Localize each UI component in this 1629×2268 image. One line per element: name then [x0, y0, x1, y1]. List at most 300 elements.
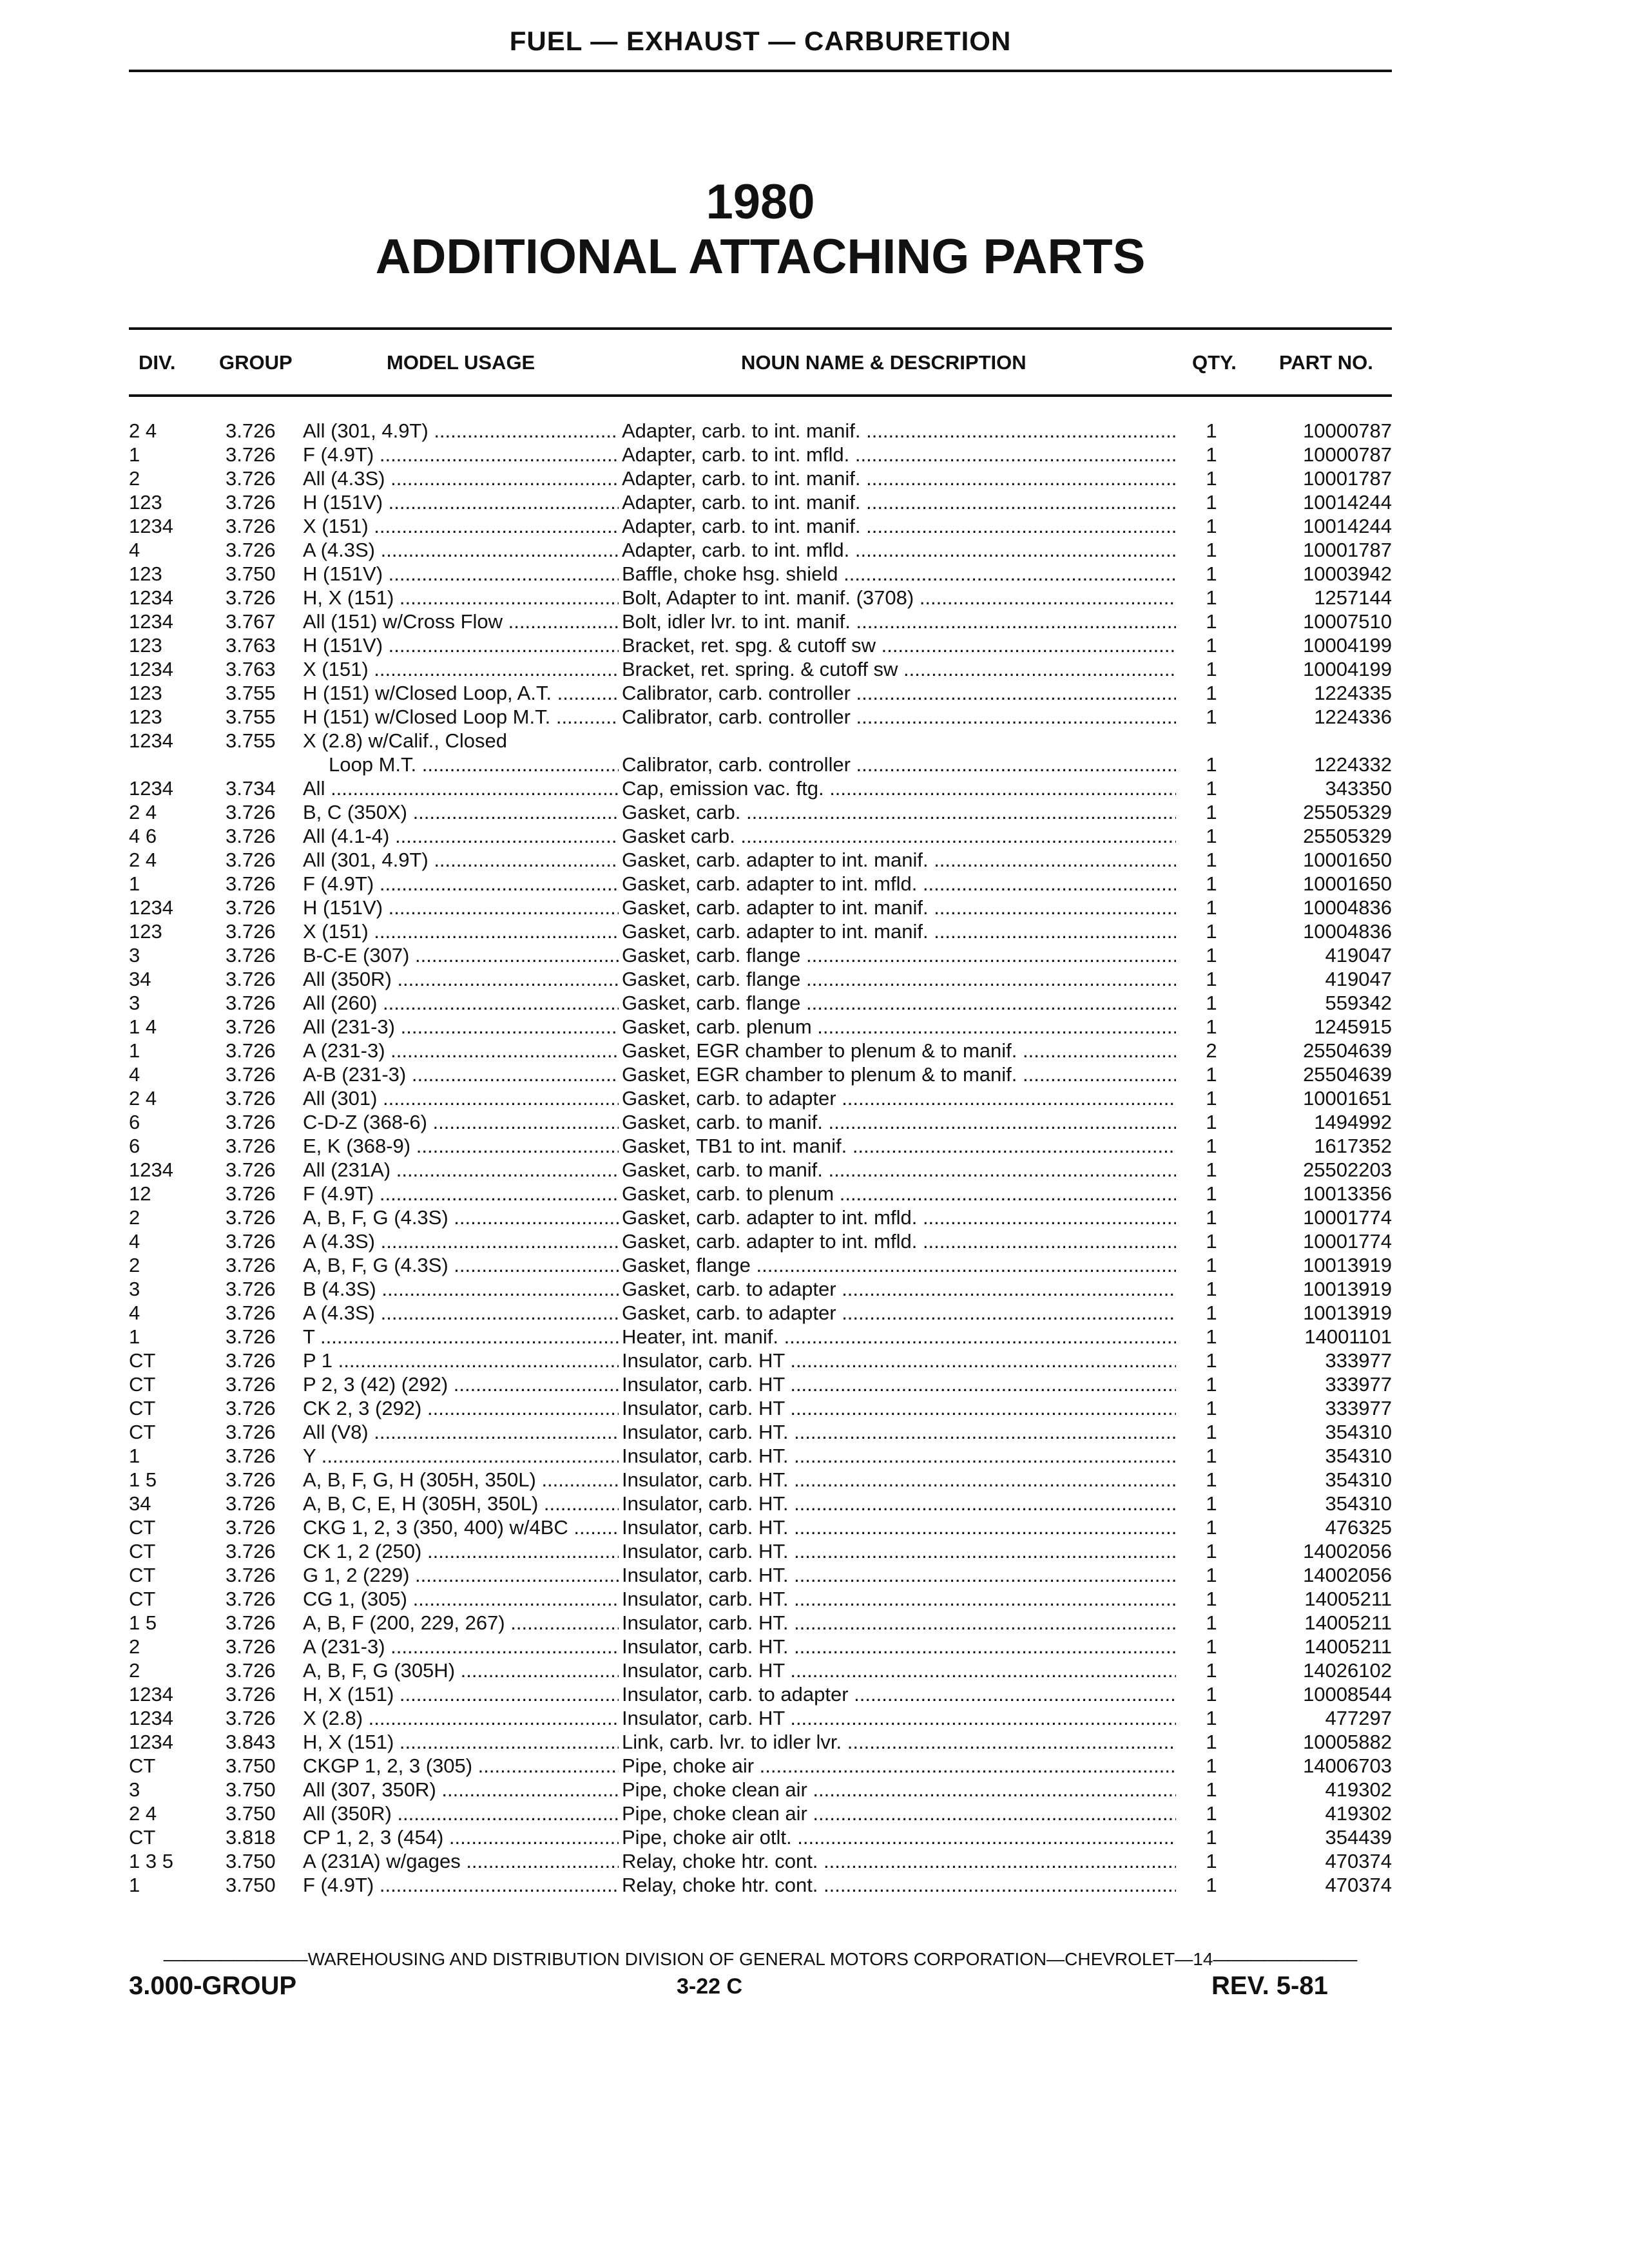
group-cell: 3.726 [226, 1707, 276, 1729]
group-cell: 3.726 [226, 1659, 276, 1682]
qty-cell: 1 [1206, 1206, 1217, 1229]
model-usage-cell: All (301, 4.9T) ..... [303, 848, 619, 872]
model-usage-cell: P 1 ..... [303, 1349, 619, 1372]
group-cell: 3.818 [226, 1826, 276, 1849]
group-cell: 3.726 [226, 1015, 276, 1038]
table-row [0, 824, 1629, 848]
table-row [0, 514, 1629, 538]
qty-cell: 1 [1206, 1731, 1217, 1753]
qty-cell: 1 [1206, 1111, 1217, 1133]
qty-cell: 1 [1206, 1158, 1217, 1181]
table-row [0, 1682, 1629, 1706]
noun-description-cell: Adapter, carb. to int. mfld. ..... [622, 443, 1176, 466]
qty-cell: 1 [1206, 1063, 1217, 1086]
div-cell: CT [129, 1564, 156, 1586]
part-number-cell: 25505329 [1303, 825, 1392, 847]
group-cell: 3.726 [226, 419, 276, 442]
table-row [0, 1706, 1629, 1730]
model-usage-cell: All ..... [303, 776, 619, 800]
page-title: ADDITIONAL ATTACHING PARTS [375, 229, 1146, 284]
model-usage-cell: CP 1, 2, 3 (454) ..... [303, 1825, 619, 1849]
table-row [0, 1468, 1629, 1492]
part-number-cell: 25504639 [1303, 1039, 1392, 1062]
qty-cell: 1 [1206, 1754, 1217, 1777]
div-cell: 1234 [129, 515, 173, 537]
part-number-cell: 10000787 [1303, 443, 1392, 466]
part-number-cell: 10004199 [1303, 658, 1392, 680]
footer-page-number: 3-22 C [677, 1974, 743, 1999]
part-number-cell: 14006703 [1303, 1754, 1392, 1777]
part-number-cell: 10001650 [1303, 872, 1392, 895]
part-number-cell: 333977 [1325, 1397, 1392, 1419]
model-usage-cell: B, C (350X) ..... [303, 800, 619, 824]
noun-description-cell: Gasket, carb. adapter to int. mfld. ..... [622, 1206, 1176, 1229]
part-number-cell: 10005882 [1303, 1731, 1392, 1753]
qty-cell: 1 [1206, 1468, 1217, 1491]
div-cell: 34 [129, 968, 151, 990]
part-number-cell: 25504639 [1303, 1063, 1392, 1086]
noun-description-cell: Gasket, carb. to plenum ..... [622, 1182, 1176, 1206]
group-cell: 3.726 [226, 1635, 276, 1658]
qty-cell: 1 [1206, 1778, 1217, 1801]
group-cell: 3.726 [226, 896, 276, 919]
group-cell: 3.726 [226, 586, 276, 609]
group-cell: 3.726 [226, 801, 276, 823]
header-rule-top [129, 327, 1392, 330]
part-number-cell: 10013919 [1303, 1278, 1392, 1300]
div-cell: CT [129, 1588, 156, 1610]
noun-description-cell: Gasket, EGR chamber to plenum & to manif. ..... [622, 1062, 1176, 1086]
group-cell: 3.726 [226, 1278, 276, 1300]
part-number-cell: 1224336 [1314, 706, 1392, 728]
group-cell: 3.750 [226, 1874, 276, 1896]
noun-description-cell: Insulator, carb. HT. ..... [622, 1420, 1176, 1444]
qty-cell: 2 [1206, 1039, 1217, 1062]
qty-cell: 1 [1206, 777, 1217, 800]
div-cell: 2 4 [129, 849, 157, 871]
group-cell: 3.726 [226, 992, 276, 1014]
table-row [0, 1563, 1629, 1587]
model-usage-cell: B-C-E (307) ..... [303, 943, 619, 967]
top-rule [129, 70, 1392, 72]
part-number-cell: 470374 [1325, 1874, 1392, 1896]
table-row [0, 1253, 1629, 1277]
model-usage-cell: H (151) w/Closed Loop M.T. ..... [303, 705, 619, 729]
part-number-cell: 14005211 [1304, 1635, 1392, 1658]
group-cell: 3.734 [226, 777, 276, 800]
qty-cell: 1 [1206, 1850, 1217, 1872]
model-usage-cell: All (301, 4.9T) ..... [303, 419, 619, 443]
model-usage-cell: A, B, F, G (4.3S) ..... [303, 1253, 619, 1277]
qty-cell: 1 [1206, 1135, 1217, 1157]
div-cell: CT [129, 1421, 156, 1443]
group-cell: 3.750 [226, 1754, 276, 1777]
div-cell: 123 [129, 491, 162, 514]
table-row [0, 896, 1629, 919]
table-row [0, 466, 1629, 490]
model-usage-cell: All (350R) ..... [303, 1802, 619, 1825]
noun-description-cell: Gasket, TB1 to int. manif. ..... [622, 1134, 1176, 1158]
group-cell: 3.726 [226, 1135, 276, 1157]
table-row [0, 1825, 1629, 1849]
table-row [0, 1730, 1629, 1754]
noun-description-cell: Insulator, carb. HT ..... [622, 1349, 1176, 1372]
table-row [0, 800, 1629, 824]
qty-cell: 1 [1206, 1325, 1217, 1348]
qty-cell: 1 [1206, 539, 1217, 561]
table-row [0, 1444, 1629, 1468]
qty-cell: 1 [1206, 968, 1217, 990]
table-row [0, 1539, 1629, 1563]
col-head-div: DIV. [139, 351, 176, 374]
group-cell: 3.726 [226, 491, 276, 514]
qty-cell: 1 [1206, 872, 1217, 895]
model-usage-cell: All (301) ..... [303, 1086, 619, 1110]
div-cell: 3 [129, 992, 140, 1014]
div-cell: 1 [129, 1325, 140, 1348]
model-usage-cell: A (4.3S) ..... [303, 1301, 619, 1325]
table-row [0, 1158, 1629, 1182]
noun-description-cell: Gasket, carb. to manif. ..... [622, 1158, 1176, 1182]
part-number-cell: 1257144 [1314, 586, 1392, 609]
qty-cell: 1 [1206, 419, 1217, 442]
noun-description-cell: Gasket, carb. adapter to int. mfld. ..... [622, 872, 1176, 896]
group-cell: 3.726 [226, 1492, 276, 1515]
group-cell: 3.726 [226, 1516, 276, 1539]
part-number-cell: 10001650 [1303, 849, 1392, 871]
group-cell: 3.726 [226, 1611, 276, 1634]
group-cell: 3.726 [226, 1588, 276, 1610]
qty-cell: 1 [1206, 1278, 1217, 1300]
qty-cell: 1 [1206, 1445, 1217, 1467]
part-number-cell: 1224332 [1314, 753, 1392, 776]
model-usage-cell: F (4.9T) ..... [303, 872, 619, 896]
noun-description-cell: Pipe, choke clean air ..... [622, 1778, 1176, 1802]
div-cell: CT [129, 1349, 156, 1372]
parts-table [0, 419, 1629, 1897]
table-row [0, 1611, 1629, 1635]
noun-description-cell: Insulator, carb. HT. ..... [622, 1444, 1176, 1468]
table-row [0, 1515, 1629, 1539]
model-usage-cell: All (151) w/Cross Flow ..... [303, 610, 619, 633]
noun-description-cell: Gasket, carb. adapter to int. mfld. ..... [622, 1229, 1176, 1253]
noun-description-cell: Adapter, carb. to int. manif. ..... [622, 419, 1176, 443]
part-number-cell: 1494992 [1314, 1111, 1392, 1133]
noun-description-cell: Gasket carb. ..... [622, 824, 1176, 848]
group-cell: 3.726 [226, 1445, 276, 1467]
qty-cell: 1 [1206, 1611, 1217, 1634]
table-row [0, 681, 1629, 705]
footer-revision: REV. 5-81 [1211, 1972, 1328, 2000]
model-usage-cell: A, B, C, E, H (305H, 350L) ..... [303, 1492, 619, 1515]
qty-cell: 1 [1206, 491, 1217, 514]
qty-cell: 1 [1206, 1826, 1217, 1849]
noun-description-cell: Gasket, carb. adapter to int. manif. ..... [622, 896, 1176, 919]
group-cell: 3.750 [226, 1778, 276, 1801]
part-number-cell: 25505329 [1303, 801, 1392, 823]
part-number-cell: 354310 [1325, 1492, 1392, 1515]
table-row [0, 1802, 1629, 1825]
model-usage-cell: CG 1, (305) ..... [303, 1587, 619, 1611]
group-cell: 3.726 [226, 1397, 276, 1419]
model-usage-cell: F (4.9T) ..... [303, 1182, 619, 1206]
footer-line-text: WAREHOUSING AND DISTRIBUTION DIVISION OF GENERAL MOTORS CORPORATION—CHEVROLET—14 [307, 1949, 1213, 1969]
qty-cell: 1 [1206, 1874, 1217, 1896]
table-row [0, 1396, 1629, 1420]
part-number-cell: 419047 [1325, 944, 1392, 966]
group-cell: 3.750 [226, 1850, 276, 1872]
noun-description-cell: Bolt, idler lvr. to int. manif. ..... [622, 610, 1176, 633]
qty-cell: 1 [1206, 920, 1217, 943]
table-row [0, 490, 1629, 514]
table-row [0, 1206, 1629, 1229]
noun-description-cell: Insulator, carb. HT. ..... [622, 1468, 1176, 1492]
noun-description-cell: Gasket, carb. ..... [622, 800, 1176, 824]
qty-cell: 1 [1206, 825, 1217, 847]
table-row [0, 1301, 1629, 1325]
part-number-cell: 559342 [1325, 992, 1392, 1014]
part-number-cell: 419302 [1325, 1802, 1392, 1825]
table-row [0, 1229, 1629, 1253]
noun-description-cell: Cap, emission vac. ftg. ..... [622, 776, 1176, 800]
noun-description-cell: Relay, choke htr. cont. ..... [622, 1873, 1176, 1897]
group-cell: 3.726 [226, 1087, 276, 1110]
div-cell: 2 4 [129, 1802, 157, 1825]
group-cell: 3.726 [226, 1325, 276, 1348]
div-cell: 123 [129, 562, 162, 585]
qty-cell: 1 [1206, 753, 1217, 776]
qty-cell: 1 [1206, 443, 1217, 466]
div-cell: 4 [129, 1230, 140, 1253]
part-number-cell: 10001774 [1303, 1230, 1392, 1253]
div-cell: 2 [129, 1206, 140, 1229]
noun-description-cell: Gasket, carb. flange ..... [622, 943, 1176, 967]
div-cell: 1 5 [129, 1468, 157, 1491]
group-cell: 3.763 [226, 634, 276, 657]
div-cell: 1 [129, 1039, 140, 1062]
model-usage-cell: All (307, 350R) ..... [303, 1778, 619, 1802]
noun-description-cell: Adapter, carb. to int. manif. ..... [622, 514, 1176, 538]
group-cell: 3.755 [226, 729, 276, 752]
part-number-cell: 354310 [1325, 1445, 1392, 1467]
table-row [0, 1110, 1629, 1134]
div-cell: 123 [129, 634, 162, 657]
model-usage-cell-continued: Loop M.T. ..... [303, 753, 619, 776]
qty-cell: 1 [1206, 849, 1217, 871]
part-number-cell: 354310 [1325, 1421, 1392, 1443]
model-usage-cell: All (4.1-4) ..... [303, 824, 619, 848]
group-cell: 3.750 [226, 1802, 276, 1825]
part-number-cell: 10008544 [1303, 1683, 1392, 1706]
div-cell: 1234 [129, 1683, 173, 1706]
model-usage-cell: H (151) w/Closed Loop, A.T. ..... [303, 681, 619, 705]
footer-group: 3.000-GROUP [129, 1972, 297, 2000]
model-usage-cell: G 1, 2 (229) ..... [303, 1563, 619, 1587]
part-number-cell: 10004836 [1303, 920, 1392, 943]
table-row [0, 1778, 1629, 1802]
table-row [0, 1015, 1629, 1039]
group-cell: 3.726 [226, 467, 276, 490]
group-cell: 3.726 [226, 1158, 276, 1181]
part-number-cell: 10001774 [1303, 1206, 1392, 1229]
group-cell: 3.726 [226, 872, 276, 895]
noun-description-cell: Insulator, carb. HT. ..... [622, 1515, 1176, 1539]
qty-cell: 1 [1206, 801, 1217, 823]
qty-cell: 1 [1206, 562, 1217, 585]
table-row [0, 633, 1629, 657]
noun-description-cell: Insulator, carb. HT. ..... [622, 1563, 1176, 1587]
div-cell: 123 [129, 682, 162, 704]
model-usage-cell: A, B, F, G (305H) ..... [303, 1658, 619, 1682]
qty-cell: 1 [1206, 1707, 1217, 1729]
noun-description-cell: Bolt, Adapter to int. manif. (3708) ..... [622, 586, 1176, 610]
group-cell: 3.726 [226, 944, 276, 966]
page-year: 1980 [706, 175, 815, 229]
model-usage-cell: P 2, 3 (42) (292) ..... [303, 1372, 619, 1396]
table-row [0, 1873, 1629, 1897]
group-cell: 3.726 [226, 825, 276, 847]
model-usage-cell: H (151V) ..... [303, 562, 619, 586]
model-usage-cell: F (4.9T) ..... [303, 443, 619, 466]
model-usage-cell: H, X (151) ..... [303, 586, 619, 610]
div-cell: 1234 [129, 729, 173, 752]
part-number-cell: 10014244 [1303, 491, 1392, 514]
qty-cell: 1 [1206, 1015, 1217, 1038]
div-cell: 123 [129, 706, 162, 728]
part-number-cell: 333977 [1325, 1373, 1392, 1396]
div-cell: 2 4 [129, 419, 157, 442]
table-row [0, 1277, 1629, 1301]
table-row [0, 1325, 1629, 1349]
model-usage-cell: A (231-3) ..... [303, 1039, 619, 1062]
qty-cell: 1 [1206, 1683, 1217, 1706]
div-cell: 1 [129, 443, 140, 466]
noun-description-cell: Bracket, ret. spg. & cutoff sw ..... [622, 633, 1176, 657]
part-number-cell: 10004199 [1303, 634, 1392, 657]
noun-description-cell: Calibrator, carb. controller ..... [622, 705, 1176, 729]
qty-cell: 1 [1206, 1397, 1217, 1419]
div-cell: 1234 [129, 1158, 173, 1181]
qty-cell: 1 [1206, 586, 1217, 609]
qty-cell: 1 [1206, 992, 1217, 1014]
part-number-cell: 477297 [1325, 1707, 1392, 1729]
div-cell: 12 [129, 1182, 151, 1205]
qty-cell: 1 [1206, 1516, 1217, 1539]
noun-description-cell: Pipe, choke air ..... [622, 1754, 1176, 1778]
table-row [0, 943, 1629, 967]
part-number-cell: 1617352 [1314, 1135, 1392, 1157]
noun-description-cell: Insulator, carb. HT ..... [622, 1706, 1176, 1730]
table-row [0, 1420, 1629, 1444]
group-cell: 3.726 [226, 1302, 276, 1324]
noun-description-cell: Insulator, carb. HT ..... [622, 1658, 1176, 1682]
model-usage-cell: A, B, F, G, H (305H, 350L) ..... [303, 1468, 619, 1492]
group-cell: 3.726 [226, 1182, 276, 1205]
group-cell: 3.767 [226, 610, 276, 633]
table-row [0, 562, 1629, 586]
div-cell: 3 [129, 944, 140, 966]
part-number-cell: 10007510 [1303, 610, 1392, 633]
div-cell: 1 5 [129, 1611, 157, 1634]
qty-cell: 1 [1206, 1182, 1217, 1205]
table-row [0, 610, 1629, 633]
table-row [0, 586, 1629, 610]
table-row [0, 1182, 1629, 1206]
group-cell: 3.726 [226, 1349, 276, 1372]
model-usage-cell: A (4.3S) ..... [303, 538, 619, 562]
model-usage-cell: A (231A) w/gages ..... [303, 1849, 619, 1873]
table-row [0, 729, 1629, 776]
qty-cell: 1 [1206, 1802, 1217, 1825]
group-cell: 3.755 [226, 706, 276, 728]
table-row [0, 1039, 1629, 1062]
div-cell: 1234 [129, 896, 173, 919]
model-usage-cell: H (151V) ..... [303, 490, 619, 514]
qty-cell: 1 [1206, 1087, 1217, 1110]
table-row [0, 1134, 1629, 1158]
div-cell: 1234 [129, 1707, 173, 1729]
table-row [0, 1658, 1629, 1682]
part-number-cell: 10013919 [1303, 1302, 1392, 1324]
noun-description-cell: Gasket, flange ..... [622, 1253, 1176, 1277]
div-cell: 2 [129, 1659, 140, 1682]
model-usage-cell: X (2.8) ..... [303, 1706, 619, 1730]
noun-description-cell: Insulator, carb. HT. ..... [622, 1611, 1176, 1635]
model-usage-cell: CKG 1, 2, 3 (350, 400) w/4BC ..... [303, 1515, 619, 1539]
col-head-part: PART NO. [1279, 351, 1373, 374]
part-number-cell: 1245915 [1314, 1015, 1392, 1038]
part-number-cell: 10001787 [1303, 539, 1392, 561]
group-cell: 3.726 [226, 1039, 276, 1062]
model-usage-cell: A-B (231-3) ..... [303, 1062, 619, 1086]
part-number-cell: 1224335 [1314, 682, 1392, 704]
model-usage-cell: X (2.8) w/Calif., Closed [303, 729, 507, 752]
table-row [0, 1372, 1629, 1396]
div-cell: 1234 [129, 586, 173, 609]
group-cell: 3.763 [226, 658, 276, 680]
group-cell: 3.726 [226, 1421, 276, 1443]
model-usage-cell: A (4.3S) ..... [303, 1229, 619, 1253]
model-usage-cell: CKGP 1, 2, 3 (305) ..... [303, 1754, 619, 1778]
table-row [0, 657, 1629, 681]
part-number-cell: 10014244 [1303, 515, 1392, 537]
qty-cell: 1 [1206, 1659, 1217, 1682]
noun-description-cell: Adapter, carb. to int. manif. ..... [622, 490, 1176, 514]
group-cell: 3.726 [226, 968, 276, 990]
table-row [0, 1587, 1629, 1611]
div-cell: 4 6 [129, 825, 157, 847]
div-cell: 6 [129, 1111, 140, 1133]
noun-description-cell: Pipe, choke clean air ..... [622, 1802, 1176, 1825]
qty-cell: 1 [1206, 1635, 1217, 1658]
group-cell: 3.726 [226, 1683, 276, 1706]
part-number-cell: 14005211 [1304, 1588, 1392, 1610]
footer-distribution-line: ————————WAREHOUSING AND DISTRIBUTION DIVISION OF GENERAL MOTORS CORPORATION—CHEVROLET—14———————— [163, 1949, 1358, 1969]
model-usage-cell: All (350R) ..... [303, 967, 619, 991]
div-cell: 1 [129, 1874, 140, 1896]
qty-cell: 1 [1206, 1230, 1217, 1253]
group-cell: 3.755 [226, 682, 276, 704]
group-cell: 3.726 [226, 1063, 276, 1086]
model-usage-cell: H, X (151) ..... [303, 1682, 619, 1706]
model-usage-cell: C-D-Z (368-6) ..... [303, 1110, 619, 1134]
noun-description-cell: Insulator, carb. HT. ..... [622, 1635, 1176, 1658]
table-row [0, 1492, 1629, 1515]
noun-description-cell: Calibrator, carb. controller ..... [622, 681, 1176, 705]
noun-description-cell: Gasket, carb. adapter to int. manif. ..... [622, 848, 1176, 872]
model-usage-cell: CK 2, 3 (292) ..... [303, 1396, 619, 1420]
div-cell: 1234 [129, 610, 173, 633]
